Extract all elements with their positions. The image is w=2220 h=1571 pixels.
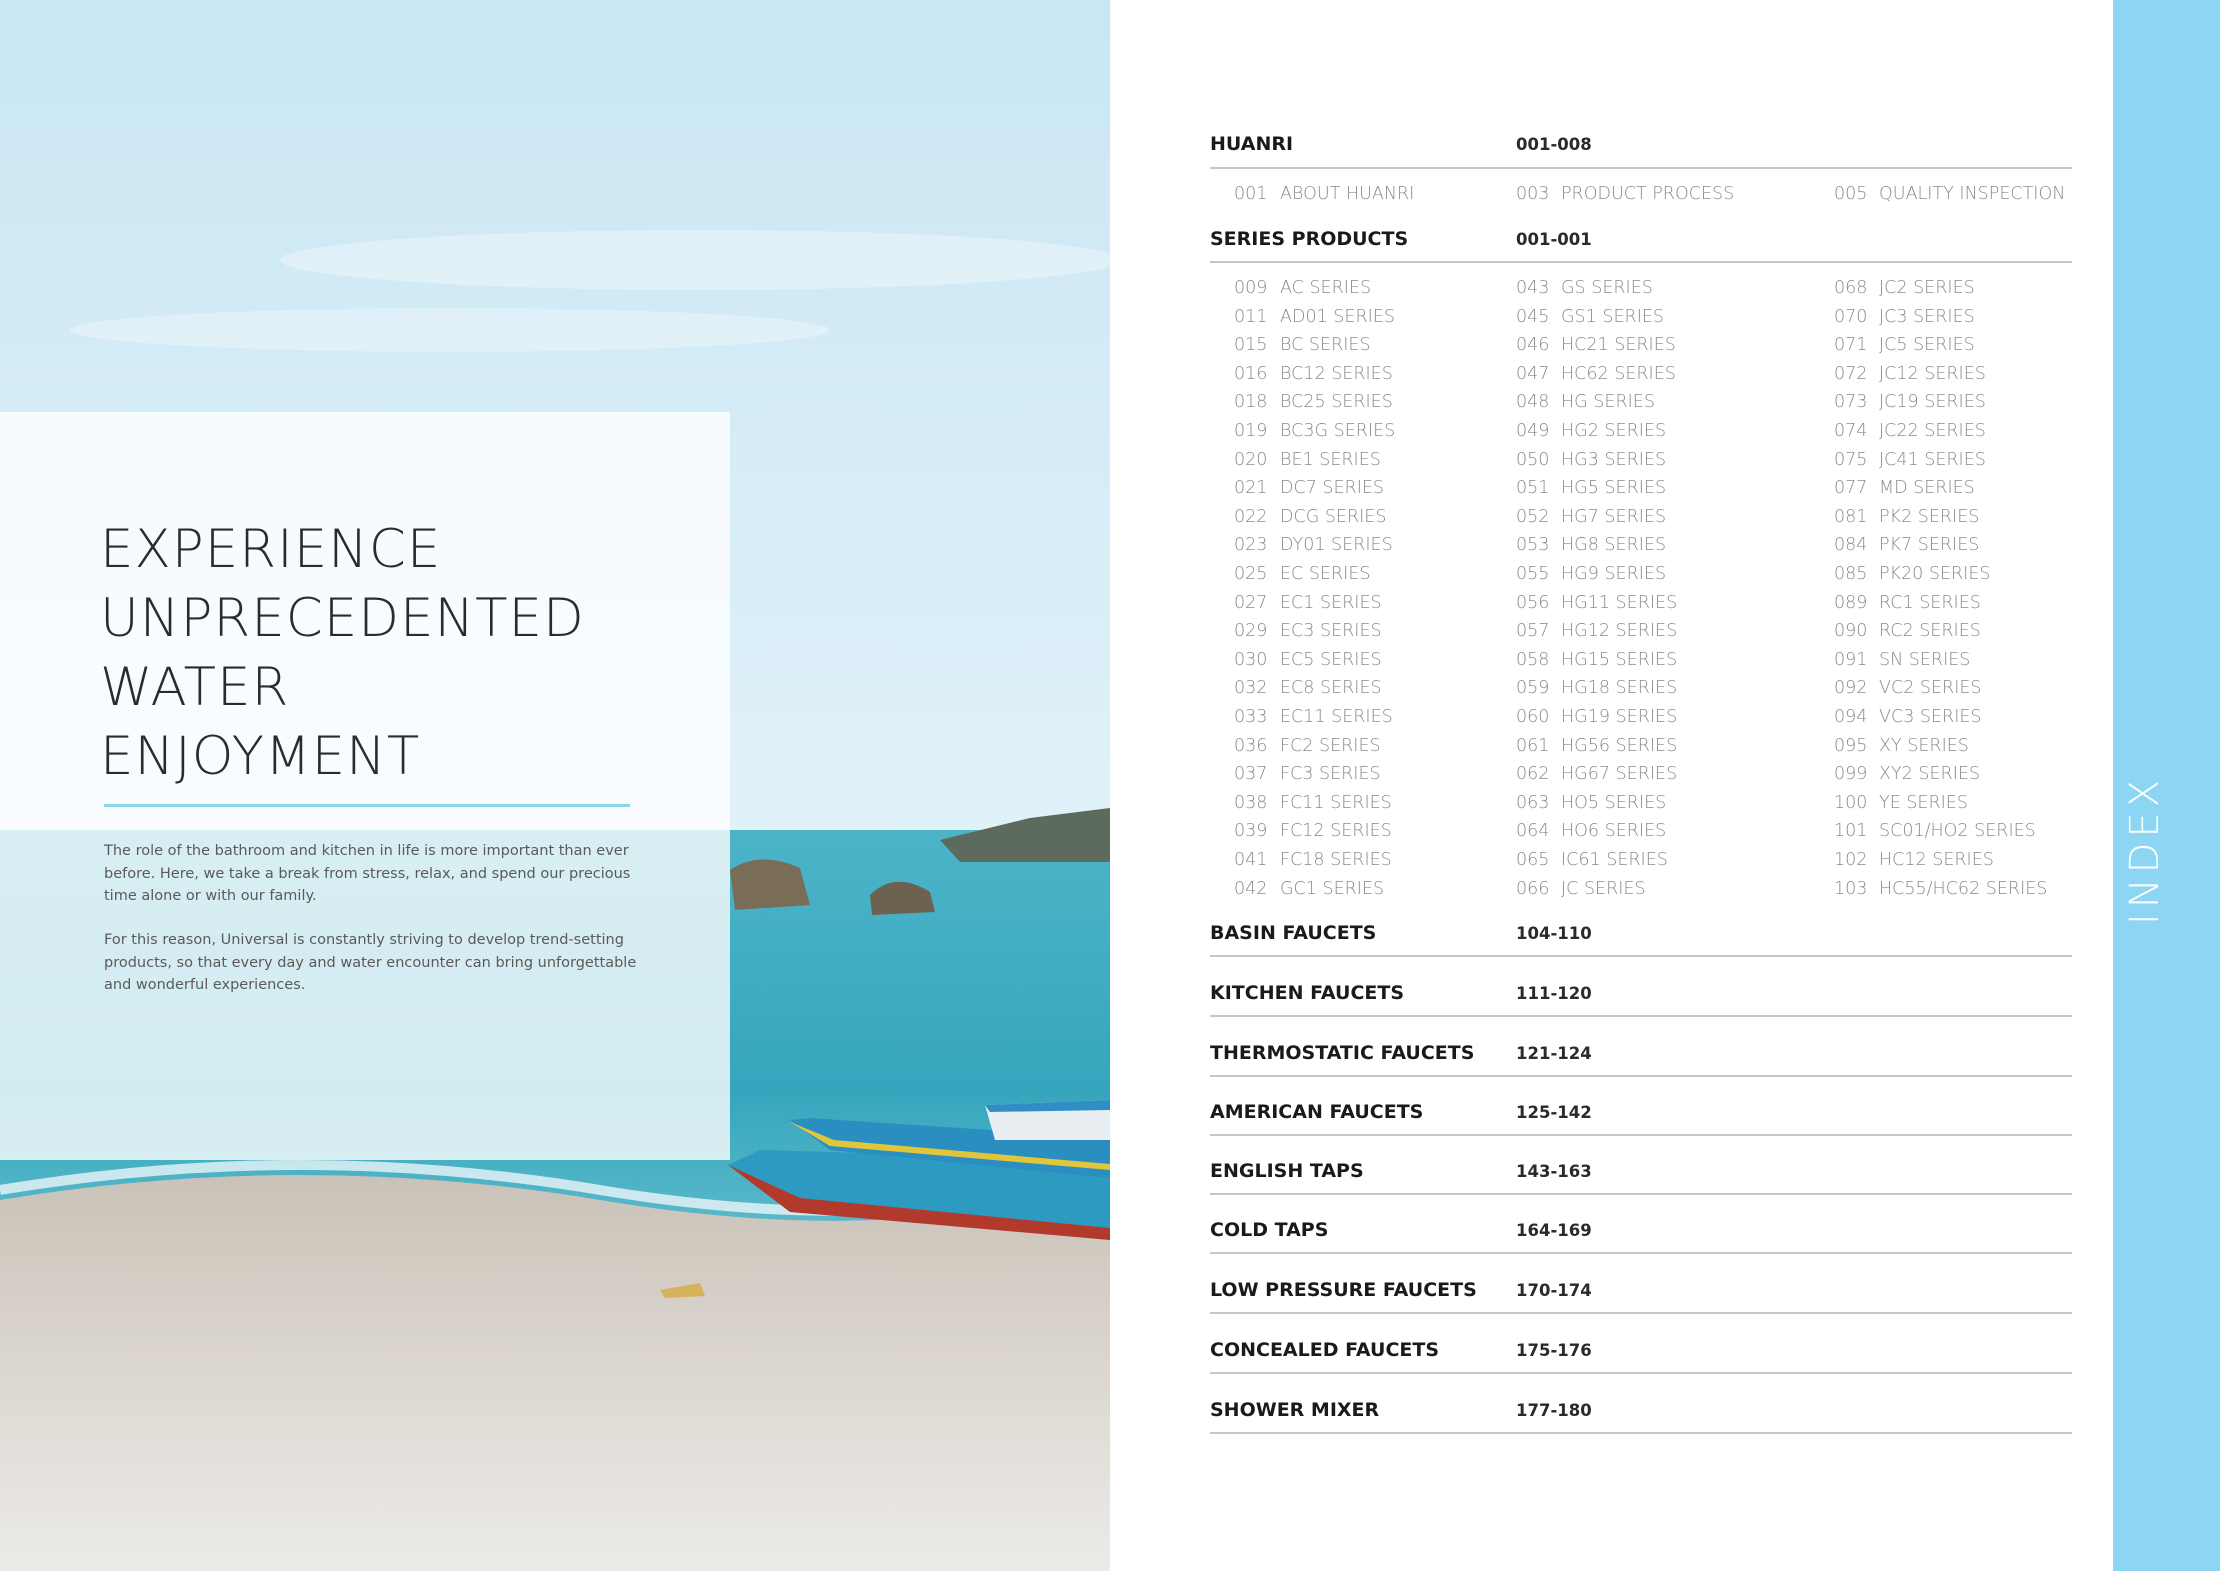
- section-divider: [1210, 1432, 2072, 1434]
- entry-name: YE SERIES: [1879, 792, 1968, 813]
- entry-name: JC19 SERIES: [1879, 392, 1986, 413]
- entry-page-number: 095: [1834, 735, 1868, 756]
- section-divider: [1210, 1015, 2072, 1017]
- entry-name: VC3 SERIES: [1879, 707, 1982, 727]
- entry-name: PRODUCT PROCESS: [1561, 184, 1735, 204]
- entry-page-number: 022: [1234, 506, 1268, 527]
- entry-page-number: 042: [1234, 878, 1268, 899]
- entry-name: HG7 SERIES: [1561, 506, 1667, 527]
- entry-name: XY SERIES: [1879, 735, 1969, 756]
- headline-line: ENJOYMENT: [100, 726, 421, 787]
- entry-page-number: 099: [1834, 764, 1868, 785]
- entry-name: HG15 SERIES: [1561, 649, 1678, 670]
- intro-paragraph: For this reason, Universal is constantly striving to develop trend-setting products, so that every day and water encounter can bring unforgettable and wonderful experiences.: [104, 932, 637, 993]
- entry-name: DCG SERIES: [1280, 506, 1387, 527]
- entry-page-number: 049: [1516, 421, 1550, 441]
- entry-name: GS SERIES: [1561, 278, 1653, 298]
- entry-name: HO6 SERIES: [1561, 821, 1667, 842]
- entry-page-number: 023: [1234, 535, 1268, 556]
- entry-page-number: 057: [1516, 621, 1550, 642]
- headline-line: UNPRECEDENTED: [100, 588, 585, 649]
- entry-page-number: 091: [1834, 649, 1868, 670]
- entry-page-number: 038: [1234, 792, 1268, 813]
- entry-page-number: 072: [1834, 363, 1868, 384]
- entry-page-number: 085: [1834, 564, 1868, 584]
- entry-page-number: 077: [1834, 478, 1868, 499]
- entry-name: AD01 SERIES: [1280, 306, 1395, 327]
- section-title: AMERICAN FAUCETS: [1210, 1101, 1424, 1123]
- entry-name: PK2 SERIES: [1879, 506, 1980, 527]
- section-divider: [1210, 167, 2072, 169]
- entry-name: BC SERIES: [1280, 335, 1371, 356]
- entry-name: IC61 SERIES: [1561, 850, 1668, 870]
- entry-page-number: 053: [1516, 535, 1550, 556]
- entry-name: AC SERIES: [1280, 278, 1372, 298]
- section-divider: [1210, 1134, 2072, 1136]
- entry-name: HG67 SERIES: [1561, 764, 1678, 785]
- entry-page-number: 084: [1834, 535, 1868, 556]
- entry-name: HG19 SERIES: [1561, 707, 1678, 727]
- entry-page-number: 071: [1834, 335, 1868, 356]
- entry-name: EC1 SERIES: [1280, 592, 1382, 613]
- section-title: SERIES PRODUCTS: [1210, 228, 1409, 250]
- section-divider: [1210, 955, 2072, 957]
- entry-page-number: 019: [1234, 421, 1268, 441]
- entry-page-number: 003: [1516, 184, 1550, 204]
- entry-page-number: 020: [1234, 449, 1268, 470]
- entry-page-number: 073: [1834, 392, 1868, 413]
- entry-name: DY01 SERIES: [1280, 535, 1393, 556]
- entry-page-number: 021: [1234, 478, 1268, 499]
- entry-name: BE1 SERIES: [1280, 449, 1381, 470]
- entry-name: JC22 SERIES: [1879, 421, 1986, 441]
- entry-page-number: 074: [1834, 421, 1868, 441]
- section-page-range: 104-110: [1516, 924, 1592, 943]
- entry-page-number: 048: [1516, 392, 1550, 413]
- entry-name: XY2 SERIES: [1879, 764, 1981, 785]
- entry-name: PK7 SERIES: [1879, 535, 1980, 556]
- entry-page-number: 039: [1234, 821, 1268, 842]
- entry-name: EC5 SERIES: [1280, 649, 1382, 670]
- entry-name: HG2 SERIES: [1561, 421, 1667, 441]
- section-page-range: 143-163: [1516, 1162, 1592, 1181]
- entry-name: QUALITY INSPECTION: [1879, 184, 2066, 204]
- entry-name: HG5 SERIES: [1561, 478, 1667, 499]
- entry-page-number: 064: [1516, 821, 1550, 842]
- entry-page-number: 025: [1234, 564, 1268, 584]
- entry-name: RC2 SERIES: [1879, 621, 1981, 642]
- entry-name: FC2 SERIES: [1280, 735, 1381, 756]
- section-page-range: 001-008: [1516, 135, 1592, 154]
- entry-page-number: 090: [1834, 621, 1868, 642]
- entry-name: HG18 SERIES: [1561, 678, 1678, 699]
- section-page-range: 111-120: [1516, 984, 1592, 1003]
- section-divider: [1210, 1193, 2072, 1195]
- entry-page-number: 046: [1516, 335, 1550, 356]
- entry-name: JC3 SERIES: [1879, 306, 1975, 327]
- entry-name: DC7 SERIES: [1280, 478, 1385, 499]
- intro-paragraph: The role of the bathroom and kitchen in life is more important than ever before. Here, we take a break from stress, relax, and spend our precious time alone or with our family.: [104, 843, 631, 904]
- section-divider: [1210, 1075, 2072, 1077]
- entry-name: BC12 SERIES: [1280, 363, 1393, 384]
- entry-page-number: 075: [1834, 449, 1868, 470]
- headline-underline: [104, 804, 630, 807]
- entry-page-number: 051: [1516, 478, 1550, 499]
- entry-name: GC1 SERIES: [1280, 878, 1385, 899]
- entry-page-number: 062: [1516, 764, 1550, 785]
- section-title: KITCHEN FAUCETS: [1210, 982, 1405, 1004]
- entry-page-number: 100: [1834, 792, 1868, 813]
- entry-name: HG3 SERIES: [1561, 449, 1667, 470]
- entry-name: GS1 SERIES: [1561, 306, 1665, 327]
- entry-name: HO5 SERIES: [1561, 792, 1667, 813]
- entry-name: JC5 SERIES: [1879, 335, 1975, 356]
- entry-name: JC12 SERIES: [1879, 363, 1986, 384]
- entry-page-number: 036: [1234, 735, 1268, 756]
- section-page-range: 177-180: [1516, 1401, 1592, 1420]
- section-divider: [1210, 1312, 2072, 1314]
- section-page-range: 001-001: [1516, 230, 1592, 249]
- entry-name: PK20 SERIES: [1879, 564, 1991, 584]
- entry-name: FC11 SERIES: [1280, 792, 1392, 813]
- entry-name: MD SERIES: [1879, 478, 1975, 499]
- entry-page-number: 029: [1234, 621, 1268, 642]
- section-title: COLD TAPS: [1210, 1219, 1329, 1241]
- entry-page-number: 033: [1234, 707, 1268, 727]
- section-divider: [1210, 1372, 2072, 1374]
- entry-page-number: 016: [1234, 363, 1268, 384]
- entry-page-number: 081: [1834, 506, 1868, 527]
- entry-name: JC SERIES: [1561, 878, 1646, 899]
- entry-page-number: 094: [1834, 707, 1868, 727]
- entry-page-number: 047: [1516, 363, 1550, 384]
- entry-page-number: 045: [1516, 306, 1550, 327]
- entry-name: SN SERIES: [1879, 649, 1971, 670]
- entry-page-number: 068: [1834, 278, 1868, 298]
- entry-name: HG12 SERIES: [1561, 621, 1678, 642]
- entry-name: HG9 SERIES: [1561, 564, 1667, 584]
- section-page-range: 175-176: [1516, 1341, 1592, 1360]
- entry-page-number: 032: [1234, 678, 1268, 699]
- entry-page-number: 102: [1834, 850, 1868, 870]
- headline: [100, 515, 585, 791]
- entry-name: FC18 SERIES: [1280, 850, 1392, 870]
- entry-page-number: 101: [1834, 821, 1868, 842]
- section-title: SHOWER MIXER: [1210, 1399, 1380, 1421]
- headline-line: WATER: [100, 657, 290, 718]
- entry-page-number: 060: [1516, 707, 1550, 727]
- section-title: CONCEALED FAUCETS: [1210, 1339, 1440, 1361]
- entry-name: EC8 SERIES: [1280, 678, 1382, 699]
- entry-page-number: 056: [1516, 592, 1550, 613]
- index-label: INDEX: [2122, 774, 2168, 926]
- entry-page-number: 041: [1234, 850, 1268, 870]
- entry-name: HC21 SERIES: [1561, 335, 1676, 356]
- entry-name: EC3 SERIES: [1280, 621, 1382, 642]
- section-title: THERMOSTATIC FAUCETS: [1210, 1042, 1475, 1064]
- entry-name: JC41 SERIES: [1879, 449, 1986, 470]
- entry-page-number: 061: [1516, 735, 1550, 756]
- entry-name: HG56 SERIES: [1561, 735, 1678, 756]
- entry-page-number: 009: [1234, 278, 1268, 298]
- entry-name: ABOUT HUANRI: [1280, 184, 1415, 204]
- section-page-range: 121-124: [1516, 1044, 1592, 1063]
- entry-name: JC2 SERIES: [1879, 278, 1975, 298]
- entry-name: RC1 SERIES: [1879, 592, 1981, 613]
- entry-page-number: 027: [1234, 592, 1268, 613]
- entry-page-number: 066: [1516, 878, 1550, 899]
- entry-name: BC3G SERIES: [1280, 421, 1396, 441]
- section-page-range: 125-142: [1516, 1103, 1592, 1122]
- section-title: ENGLISH TAPS: [1210, 1160, 1364, 1182]
- entry-name: FC12 SERIES: [1280, 821, 1392, 842]
- entry-page-number: 089: [1834, 592, 1868, 613]
- headline-line: EXPERIENCE: [100, 519, 442, 580]
- section-title: BASIN FAUCETS: [1210, 922, 1377, 944]
- entry-name: SC01/HO2 SERIES: [1879, 821, 2036, 842]
- entry-name: BC25 SERIES: [1280, 392, 1393, 413]
- entry-page-number: 103: [1834, 878, 1868, 899]
- section-page-range: 170-174: [1516, 1281, 1592, 1300]
- entry-name: HC55/HC62 SERIES: [1879, 878, 2048, 899]
- entry-name: VC2 SERIES: [1879, 678, 1982, 699]
- entry-page-number: 018: [1234, 392, 1268, 413]
- section-divider: [1210, 261, 2072, 263]
- entry-page-number: 050: [1516, 449, 1550, 470]
- entry-page-number: 043: [1516, 278, 1550, 298]
- entry-name: EC SERIES: [1280, 564, 1371, 584]
- entry-name: HG8 SERIES: [1561, 535, 1667, 556]
- entry-name: HG11 SERIES: [1561, 592, 1678, 613]
- entry-page-number: 063: [1516, 792, 1550, 813]
- entry-name: HC12 SERIES: [1879, 850, 1994, 870]
- entry-page-number: 001: [1234, 184, 1268, 204]
- section-divider: [1210, 1252, 2072, 1254]
- entry-page-number: 065: [1516, 850, 1550, 870]
- entry-page-number: 058: [1516, 649, 1550, 670]
- section-title: HUANRI: [1210, 133, 1294, 155]
- section-page-range: 164-169: [1516, 1221, 1592, 1240]
- section-title: LOW PRESSURE FAUCETS: [1210, 1279, 1477, 1301]
- entry-name: HC62 SERIES: [1561, 363, 1676, 384]
- entry-name: HG SERIES: [1561, 392, 1655, 413]
- entry-page-number: 030: [1234, 649, 1268, 670]
- entry-page-number: 015: [1234, 335, 1268, 356]
- entry-page-number: 070: [1834, 306, 1868, 327]
- entry-page-number: 055: [1516, 564, 1550, 584]
- entry-page-number: 052: [1516, 506, 1550, 527]
- entry-page-number: 011: [1234, 306, 1268, 327]
- entry-page-number: 059: [1516, 678, 1550, 699]
- entry-name: EC11 SERIES: [1280, 707, 1393, 727]
- entry-page-number: 037: [1234, 764, 1268, 785]
- entry-page-number: 092: [1834, 678, 1868, 699]
- entry-name: FC3 SERIES: [1280, 764, 1381, 785]
- entry-page-number: 005: [1834, 184, 1868, 204]
